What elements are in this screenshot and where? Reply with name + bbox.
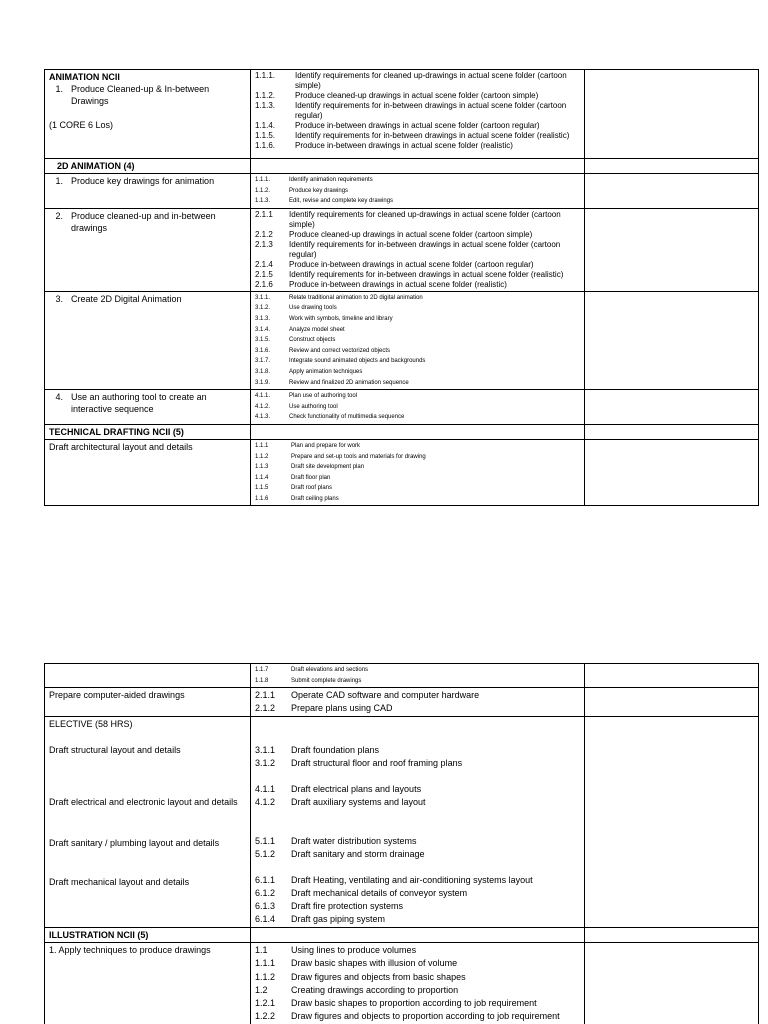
outcomes-cell: 3.1.1. Relate traditional animation to 2D digital animation 3.1.2. Use drawing tools 3.1.3. Work with symbols, timeline and library 3.1.4. Analyze model sheet 3.1.5. Construct objects 3.1.6. Review and correct vectorized objects 3.1.7. Integrate sound animated objects and backgrounds 3.1.8. Apply animation techniques 3.1.9. Review and finalized 2D animation sequence (251, 291, 585, 389)
elective-label: ELECTIVE (58 HRS) (49, 719, 133, 730)
section-header: ILLUSTRATION NCII (5) (45, 928, 251, 943)
table-row (45, 717, 759, 928)
outcomes-cell: 1.1.1 Plan and prepare for work 1.1.2 Prepare and set-up tools and materials for drawing 1.1.3 Draft site development plan 1.1.4 Draft floor plan 1.1.5 Draft roof plans 1.1.6 Draft ceiling plans (251, 439, 585, 506)
empty-cell (251, 424, 585, 439)
outcome-line: 1.1.1. Identify requirements for cleaned up-drawings in actual scene folder (cartoon simple) (255, 71, 567, 90)
unit-cell: Prepare computer-aided drawings (45, 688, 251, 717)
table-row (45, 159, 759, 174)
outcomes-cell: 2.1.1 Identify requirements for cleaned up-drawings in actual scene folder (cartoon simple) 2.1.2 Produce cleaned-up drawings in actual scene folder (cartoon simple) 2.1.3 Identify requirements for in-between drawings in actual scene folder (cartoon regular) 2.1.4 Produce in-between drawings in actual scene folder (cartoon regular) 2.1.5 Identify requirements for in-between drawings in actual scene folder (realistic) 2.1.6 Produce in-between drawings in actual scene folder (realistic) (251, 208, 585, 291)
outcome-line: 1.1.5. Identify requirements for in-between drawings in actual scene folder (realistic) (255, 131, 570, 140)
unit-cell: 4. Use an authoring tool to create an interactive sequence (45, 390, 251, 425)
core-count: (1 CORE 6 Los) (49, 120, 114, 130)
table-row (45, 424, 759, 439)
outcome-line: 1.1.6. Produce in-between drawings in actual scene folder (realistic) (255, 141, 513, 150)
table-row (45, 928, 759, 943)
empty-cell (585, 943, 759, 1024)
table-row (45, 208, 759, 291)
competency-table-2 (44, 663, 759, 1024)
empty-cell (585, 439, 759, 506)
table-row (45, 943, 759, 1024)
empty-cell (45, 664, 251, 688)
outcomes-cell: 1.1 Using lines to produce volumes 1.1.1 Draw basic shapes with illusion of volume 1.1.2 Draw figures and objects from basic shapes 1.2 Creating drawings according to proportion 1.2.1 Draw basic shapes to proportion according to job requirement 1.2.2 Draw figures and objects to proportion according to job requirement (251, 943, 585, 1024)
outcomes-cell: 1.1.7 Draft elevations and sections 1.1.8 Submit complete drawings (251, 664, 585, 688)
outcome-line: 1.1.2. Produce cleaned-up drawings in actual scene folder (cartoon simple) (255, 91, 539, 100)
empty-cell (585, 70, 759, 159)
elective-cell: ELECTIVE (58 HRS) Draft structural layout and details Draft electrical and electronic layout and details Draft sanitary / plumbing layout and details Draft mechanical layout and details (45, 717, 251, 928)
empty-cell (585, 424, 759, 439)
empty-cell (585, 688, 759, 717)
outcomes-cell: 1.1.1. Identify animation requirements 1.1.2. Produce key drawings 1.1.3. Edit, revise and complete key drawings (251, 174, 585, 209)
section-header: TECHNICAL DRAFTING NCII (5) (45, 424, 251, 439)
table-row (45, 664, 759, 688)
empty-cell (251, 928, 585, 943)
table-row (45, 439, 759, 506)
table-row (45, 174, 759, 209)
table-row (45, 291, 759, 389)
section-header: 2D ANIMATION (4) (45, 159, 251, 174)
table-row (45, 70, 759, 159)
empty-cell (251, 159, 585, 174)
empty-cell (585, 717, 759, 928)
unit-cell: 1. Produce key drawings for animation (45, 174, 251, 209)
competency-table-1 (44, 69, 759, 506)
table-row (45, 688, 759, 717)
unit-cell: 1. Apply techniques to produce drawings (45, 943, 251, 1024)
empty-cell (585, 159, 759, 174)
empty-cell (585, 664, 759, 688)
unit-cell: Draft architectural layout and details (45, 439, 251, 506)
empty-cell (585, 291, 759, 389)
table-row (45, 390, 759, 425)
empty-cell (585, 928, 759, 943)
outcome-line: 1.1.3. Identify requirements for in-between drawings in actual scene folder (cartoon regular) (255, 101, 567, 120)
unit-cell: 3. Create 2D Digital Animation (45, 291, 251, 389)
section-title: ANIMATION NCII (49, 72, 120, 82)
outcomes-cell: 4.1.1. Plan use of authoring tool 4.1.2. Use authoring tool 4.1.3. Check functionality of multimedia sequence (251, 390, 585, 425)
animation-ncii-cell (45, 70, 251, 159)
list-item: 1. Produce Cleaned-up & In-between Drawings (55, 84, 210, 106)
outcomes-cell (251, 70, 585, 159)
unit-cell: 2. Produce cleaned-up and in-between drawings (45, 208, 251, 291)
empty-cell (585, 390, 759, 425)
outcome-line: 1.1.4. Produce in-between drawings in actual scene folder (cartoon regular) (255, 121, 540, 130)
outcomes-cell: 3.1.1 Draft foundation plans 3.1.2 Draft structural floor and roof framing plans 4.1.1 Draft electrical plans and layouts 4.1.2 Draft auxiliary systems and layout 5.1.1 Draft water distribution systems 5.1.2 Draft sanitary and storm drainage 6.1.1 Draft Heating, ventilating and air-conditioning systems layout 6.1.2 Draft mechanical details of conveyor system 6.1.3 Draft fire protection systems 6.1.4 Draft gas piping system (251, 717, 585, 928)
empty-cell (585, 174, 759, 209)
empty-cell (585, 208, 759, 291)
outcomes-cell: 2.1.1 Operate CAD software and computer hardware 2.1.2 Prepare plans using CAD (251, 688, 585, 717)
